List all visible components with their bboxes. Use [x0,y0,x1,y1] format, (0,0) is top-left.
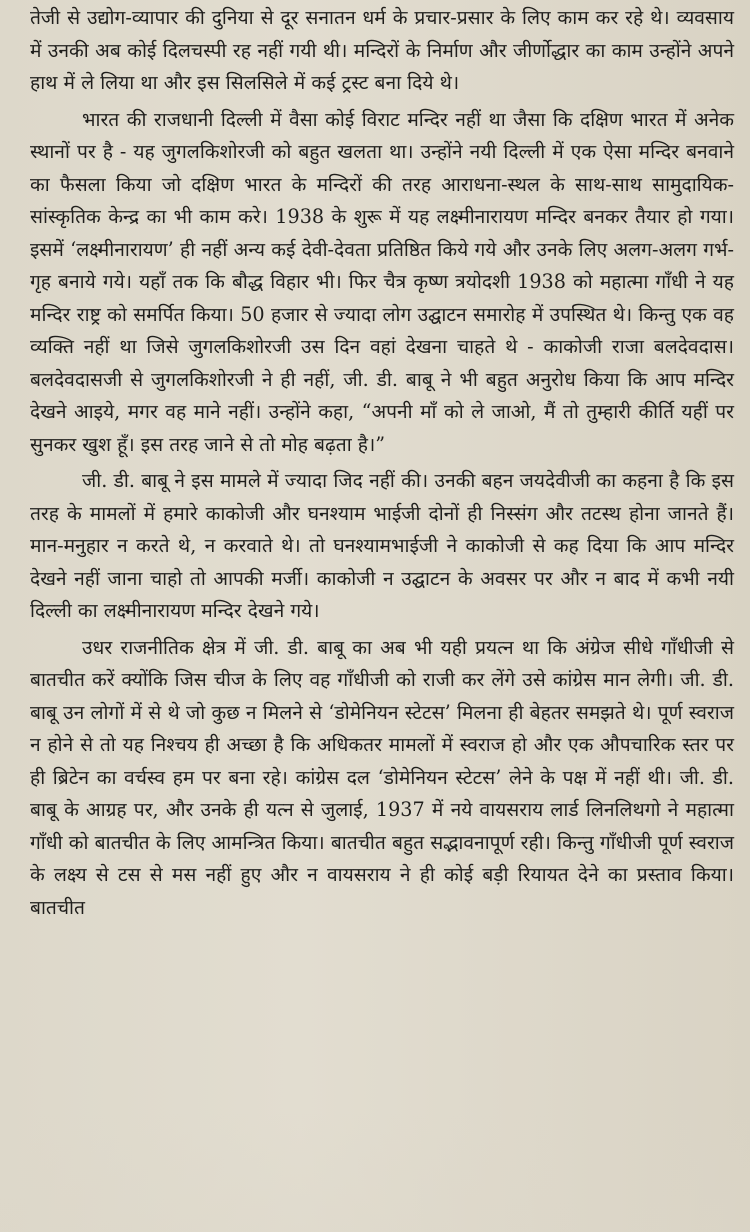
paragraph-2: भारत की राजधानी दिल्ली में वैसा कोई विराट मन्दिर नहीं था जैसा कि दक्षिण भारत में अनेक स्थानों पर है - यह जुगलकिशोरजी को बहुत खलता था। उन्होंने नयी दिल्ली में एक ऐसा मन्दिर बनवाने का फैसला किया जो दक्षिण भारत के मन्दिरों की तरह आराधना-स्थल के साथ-साथ सामुदायिक-सांस्कृतिक केन्द्र का भी काम करे। 1938 के शुरू में यह लक्ष्मीनारायण मन्दिर बनकर तैयार हो गया। इसमें ‘लक्ष्मीनारायण’ ही नहीं अन्य कई देवी-देवता प्रतिष्ठित किये गये और उनके लिए अलग-अलग गर्भ-गृह बनाये गये। यहाँ तक कि बौद्ध विहार भी। फिर चैत्र कृष्ण त्रयोदशी 1938 को महात्मा गाँधी ने यह मन्दिर राष्ट्र को समर्पित किया। 50 हजार से ज्यादा लोग उद्घाटन समारोह में उपस्थित थे। किन्तु एक वह व्यक्ति नहीं था जिसे जुगलकिशोरजी उस दिन वहां देखना चाहते थे - काकोजी राजा बलदेवदास। बलदेवदासजी से जुगलकिशोरजी ने ही नहीं, जी. डी. बाबू ने भी बहुत अनुरोध किया कि आप मन्दिर देखने आइये, मगर वह माने नहीं। उन्होंने कहा, “अपनी माँ को ले जाओ, मैं तो तुम्हारी कीर्ति यहीं पर सुनकर खुश हूँ। इस तरह जाने से तो मोह बढ़ता है।” [30,107,734,456]
paragraph-3: जी. डी. बाबू ने इस मामले में ज्यादा जिद नहीं की। उनकी बहन जयदेवीजी का कहना है कि इस तरह के मामलों में हमारे काकोजी और घनश्याम भाईजी दोनों ही निस्संग और तटस्थ होना जानते हैं। मान-मनुहार न करते थे, न करवाते थे। तो घनश्यामभाईजी ने काकोजी से कह दिया कि आप मन्दिर देखने नहीं जाना चाहो तो आपकी मर्जी। काकोजी न उद्घाटन के अवसर पर और न बाद में कभी नयी दिल्ली का लक्ष्मीनारायण मन्दिर देखने गये। [30,469,734,622]
page-shading [0,1112,750,1232]
paragraph-1: तेजी से उद्योग-व्यापार की दुनिया से दूर सनातन धर्म के प्रचार-प्रसार के लिए काम कर रहे थे। व्यवसाय में उनकी अब कोई दिलचस्पी रह नहीं गयी थी। मन्दिरों के निर्माण और जीर्णोद्धार का काम उन्होंने अपने हाथ में ले लिया था और इस सिलसिले में कई ट्रस्ट बना दिये थे। [30,6,734,94]
paragraph-4: उधर राजनीतिक क्षेत्र में जी. डी. बाबू का अब भी यही प्रयत्न था कि अंग्रेज सीधे गाँधीजी से बातचीत करें क्योंकि जिस चीज के लिए वह गाँधीजी को राजी कर लेंगे उसे कांग्रेस मान लेगी। जी. डी. बाबू उन लोगों में से थे जो कुछ न मिलने से ‘डोमेनियन स्टेटस’ मिलना ही बेहतर समझते थे। पूर्ण स्वराज न होने से तो यह निश्चय ही अच्छा है कि अधिकतर मामलों में स्वराज हो और एक औपचारिक स्तर पर ही ब्रिटेन का वर्चस्व हम पर बना रहे। कांग्रेस दल ‘डोमेनियन स्टेटस’ लेने के पक्ष में नहीं थी। जी. डी. बाबू के आग्रह पर, और उनके ही यत्न से जुलाई, 1937 में नये वायसराय लार्ड लिनलिथगो ने महात्मा गाँधी को बातचीत के लिए आमन्त्रित किया। बातचीत बहुत सद्भावनापूर्ण रही। किन्तु गाँधीजी पूर्ण स्वराज के लक्ष्य से टस से मस नहीं हुए और न वायसराय ने ही कोई बड़ी रियायत देने का प्रस्ताव किया। बातचीत [30,635,734,919]
